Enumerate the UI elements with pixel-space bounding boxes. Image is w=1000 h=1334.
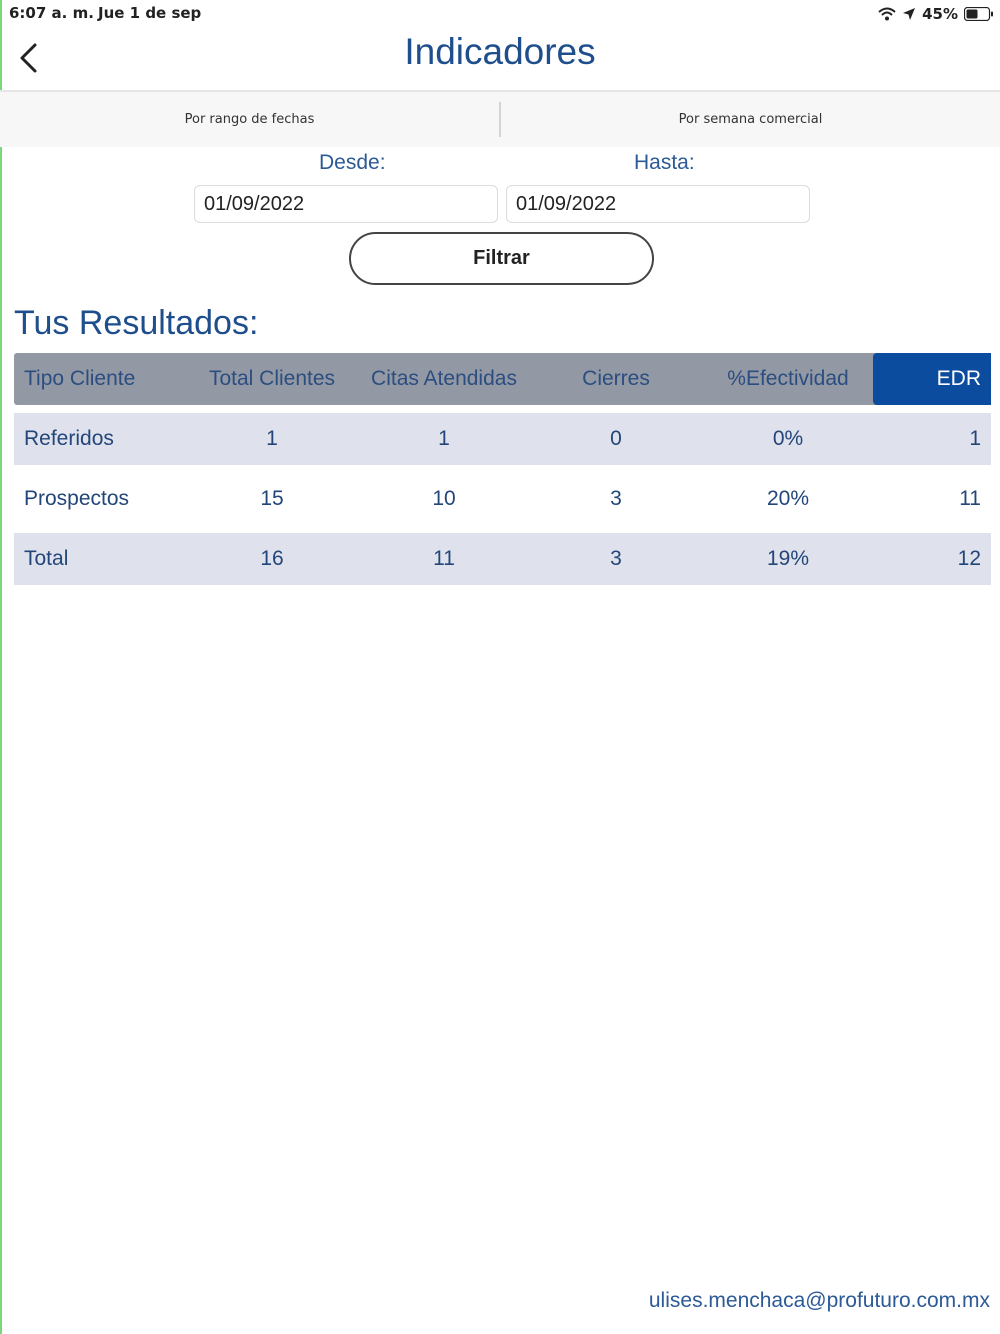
to-date-label: Hasta:	[634, 151, 695, 174]
navigation-bar	[0, 28, 1000, 92]
cell-edr: 12	[957, 547, 981, 570]
status-time: 6:07 a. m.	[9, 4, 94, 22]
cell-tipo-cliente: Total	[24, 547, 69, 570]
status-bar	[0, 0, 1000, 28]
header-total-clientes: Total Clientes	[208, 367, 336, 390]
cell-citas-atendidas: 1	[438, 427, 450, 450]
segment-commercial-week[interactable]: Por semana comercial	[678, 112, 823, 127]
cell-cierres: 3	[610, 487, 622, 510]
header-efectividad: %Efectividad	[727, 367, 849, 390]
cell-cierres: 0	[610, 427, 622, 450]
from-date-label: Desde:	[319, 151, 386, 174]
status-date: Jue 1 de sep	[98, 4, 202, 22]
cell-total-clientes: 1	[266, 427, 278, 450]
header-cierres: Cierres	[582, 367, 650, 390]
battery-icon	[964, 7, 994, 21]
cell-cierres: 3	[610, 547, 622, 570]
cell-total-clientes: 15	[260, 487, 284, 510]
filter-button[interactable]: Filtrar	[349, 232, 654, 285]
to-date-input[interactable]	[506, 185, 810, 223]
cell-efectividad: 20%	[766, 487, 810, 510]
cell-efectividad: 19%	[766, 547, 810, 570]
header-edr: EDR	[873, 353, 991, 405]
results-table	[14, 353, 991, 585]
cell-edr: 1	[969, 427, 981, 450]
location-arrow-icon	[902, 7, 916, 21]
user-email: ulises.menchaca@profuturo.com.mx	[648, 1289, 990, 1312]
filter-mode-segment	[0, 92, 1000, 147]
cell-total-clientes: 16	[260, 547, 284, 570]
table-row	[14, 413, 991, 465]
header-citas-atendidas: Citas Atendidas	[371, 367, 517, 390]
cell-edr: 11	[959, 487, 981, 510]
screen-edge	[0, 0, 2, 1334]
cell-tipo-cliente: Prospectos	[24, 487, 130, 510]
battery-percentage: 45%	[922, 5, 958, 23]
table-row	[14, 473, 991, 525]
status-indicators	[878, 3, 994, 25]
wifi-icon	[878, 7, 896, 21]
results-title: Tus Resultados:	[14, 304, 259, 342]
from-date-input[interactable]	[194, 185, 498, 223]
header-tipo-cliente: Tipo Cliente	[24, 367, 136, 390]
table-header-row	[14, 353, 991, 405]
page-title: Indicadores	[404, 31, 596, 72]
cell-citas-atendidas: 11	[433, 547, 455, 570]
table-row-total	[14, 533, 991, 585]
segment-date-range[interactable]: Por rango de fechas	[184, 112, 315, 127]
cell-efectividad: 0%	[772, 427, 804, 450]
cell-citas-atendidas: 10	[432, 487, 456, 510]
cell-tipo-cliente: Referidos	[24, 427, 114, 450]
